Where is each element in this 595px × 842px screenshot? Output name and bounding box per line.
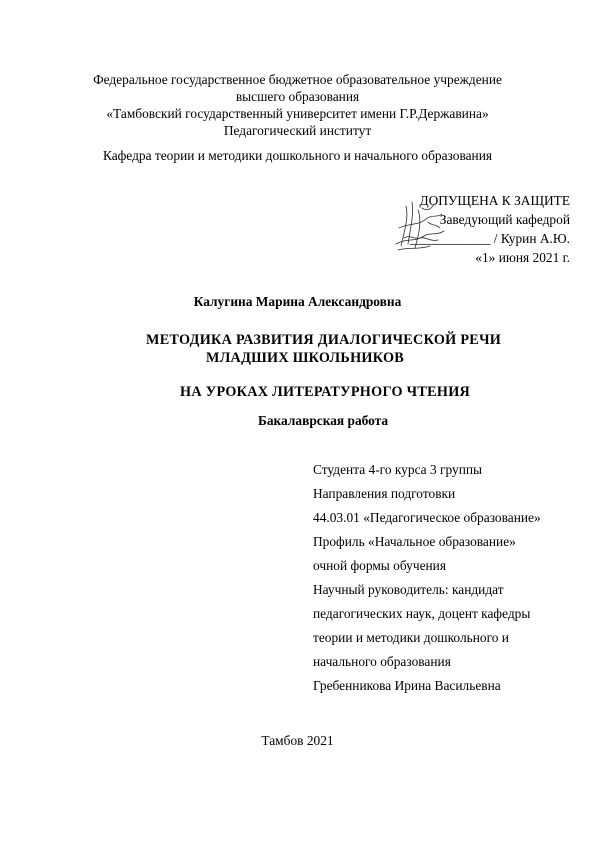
author-name: Калугина Марина Александровна [193, 294, 402, 309]
department-name: Кафедра теории и методики дошкольного и начального образования [102, 148, 493, 163]
approval-position: Заведующий кафедрой [439, 212, 570, 227]
student-info-line: Направления подготовки [313, 486, 456, 501]
thesis-title-line-1: МЕТОДИКА РАЗВИТИЯ ДИАЛОГИЧЕСКОЙ РЕЧИ [146, 332, 502, 348]
city-year: Тамбов 2021 [261, 733, 334, 748]
institution-line-4: Педагогический институт [223, 123, 372, 138]
institution-line-3: «Тамбовский государственный университет имени Г.Р.Державина» [106, 106, 489, 121]
student-info-line: педагогических наук, доцент кафедры [313, 606, 531, 621]
approval-signature-line: ____________ / Курин А.Ю. [410, 231, 570, 246]
student-info-line: начального образования [313, 654, 451, 669]
student-info-line: Студента 4-го курса 3 группы [313, 462, 483, 477]
work-type: Бакалаврская работа [258, 413, 389, 428]
institution-line-2: высшего образования [235, 89, 360, 104]
approval-date: «1» июня 2021 г. [475, 250, 570, 265]
student-info-line: Профиль «Начальное образование» [313, 534, 516, 549]
student-info-line: теории и методики дошкольного и [313, 630, 509, 645]
approval-status: ДОПУЩЕНА К ЗАЩИТЕ [419, 193, 570, 208]
student-info-line: Гребенникова Ирина Васильевна [313, 678, 501, 693]
thesis-title-line-2: МЛАДШИХ ШКОЛЬНИКОВ [206, 350, 405, 366]
student-info-line: очной формы обучения [313, 558, 447, 573]
student-info-line: Научный руководитель: кандидат [313, 582, 504, 597]
institution-line-1: Федеральное государственное бюджетное образовательное учреждение [93, 72, 502, 87]
thesis-title-line-3: НА УРОКАХ ЛИТЕРАТУРНОГО ЧТЕНИЯ [180, 384, 471, 400]
student-info-line: 44.03.01 «Педагогическое образование» [313, 510, 541, 525]
